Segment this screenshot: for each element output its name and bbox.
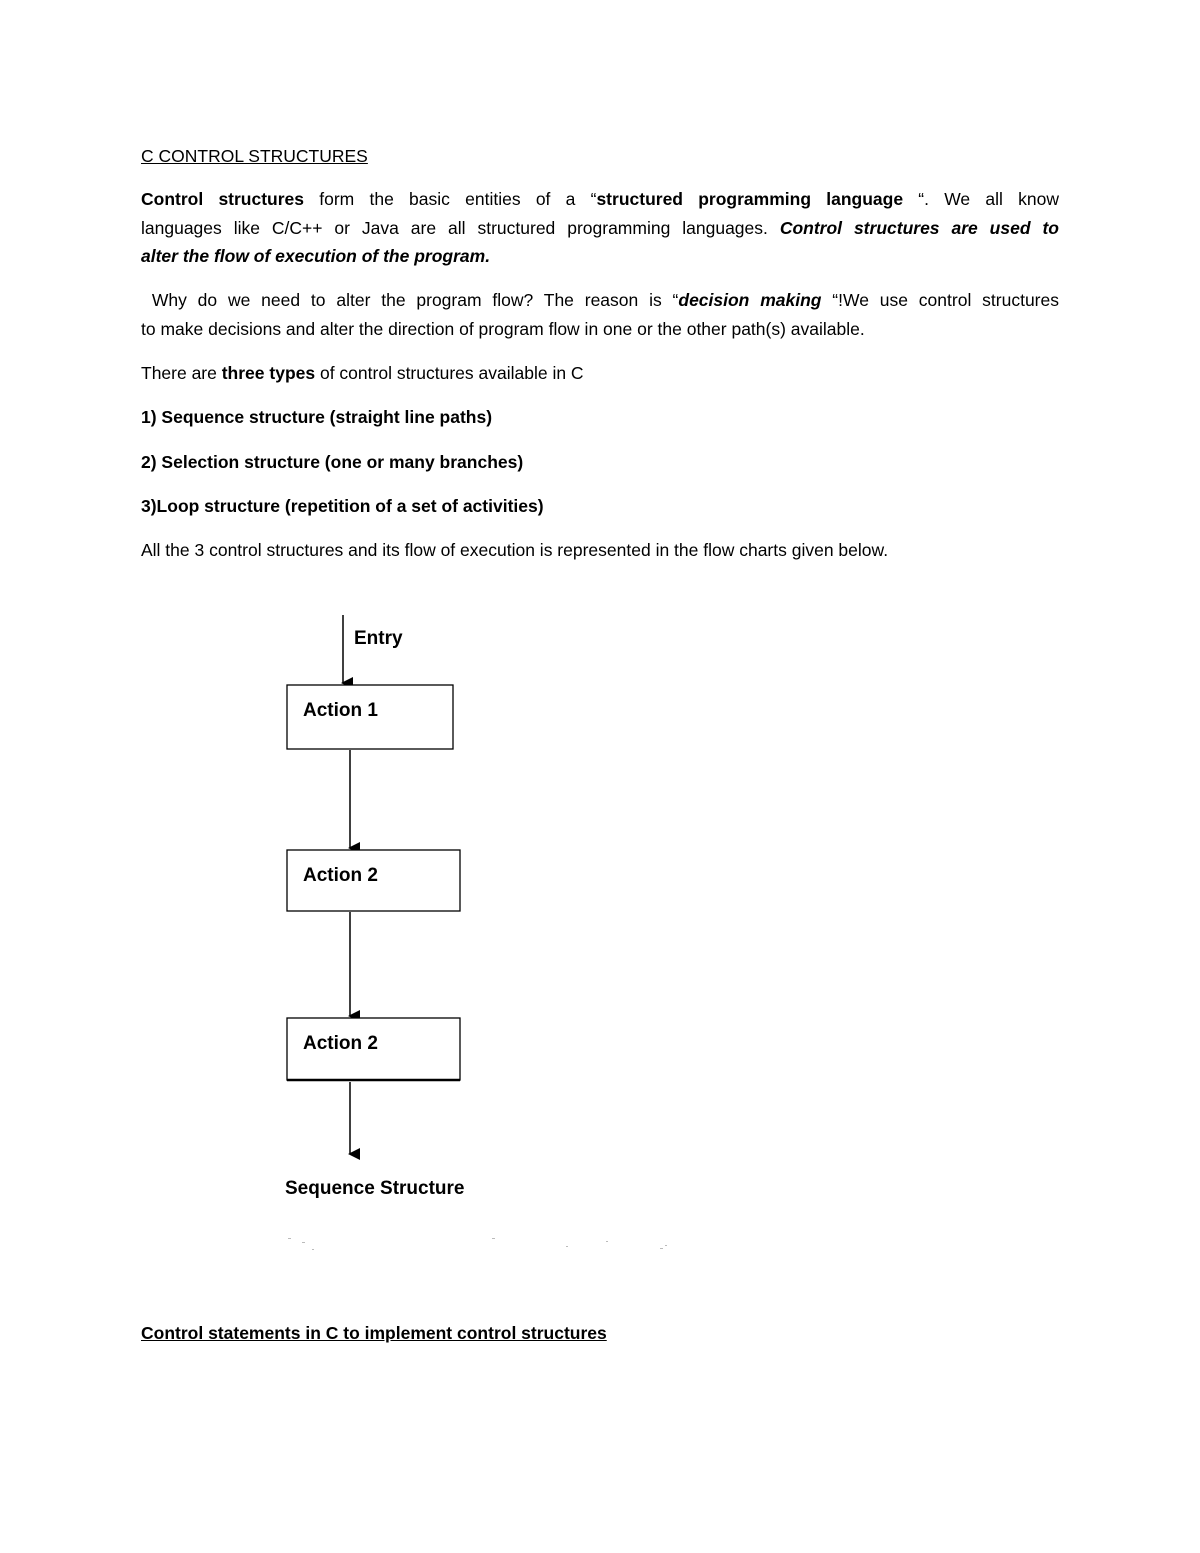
term-structured-programming: structured programming language	[596, 189, 904, 209]
list-item: 3)Loop structure (repetition of a set of activities)	[141, 496, 544, 516]
para4: All the 3 control structures and its flow of execution is represented in the flow charts given below.	[141, 540, 889, 560]
para2-line2: to make decisions and alter the direction of program flow in one or the other path(s) available.	[141, 319, 865, 339]
para1-line3: alter the flow of execution of the program.	[141, 246, 491, 266]
section-heading: Control statements in C to implement control structures	[141, 1323, 607, 1343]
action-box-label: Action 2	[303, 1033, 378, 1054]
para2-line1: Why do we need to alter the program flow? The reason is “decision making “!We use control structures	[141, 290, 1059, 310]
para1-line2: languages like C/C++ or Java are all structured programming languages. Control structures are used to	[141, 218, 1059, 238]
scan-specks	[288, 1238, 667, 1250]
action-box-label: Action 2	[303, 865, 378, 886]
para3: There are three types of control structures available in C	[141, 363, 584, 383]
entry-label: Entry	[354, 628, 403, 649]
action-box-label: Action 1	[303, 700, 378, 721]
list-item: 1) Sequence structure (straight line paths)	[141, 407, 493, 427]
flowchart-caption: Sequence Structure	[285, 1178, 465, 1199]
term-control-structures: Control structures	[141, 189, 305, 209]
list-item: 2) Selection structure (one or many branches)	[141, 452, 524, 472]
page-title: C CONTROL STRUCTURES	[141, 146, 368, 166]
para1-line1: Control structures form the basic entities of a “structured programming language “. We all know	[141, 189, 1059, 209]
